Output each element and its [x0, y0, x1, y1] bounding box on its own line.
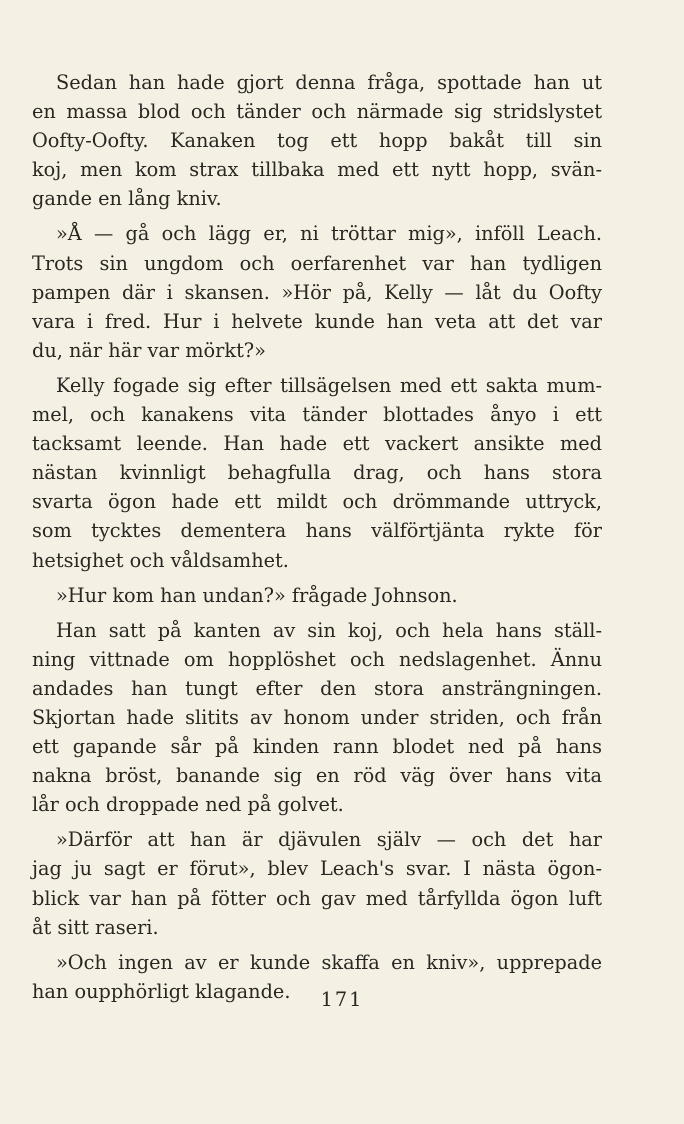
text-line: hetsighet och våldsamhet. [32, 548, 289, 572]
text-line: »Därför att han är djävulen själv — och det har [56, 828, 602, 852]
text-line: vara i fred. Hur i helvete kunde han veta att det var [32, 309, 602, 333]
text-line: »Och ingen av er kunde skaffa en kniv», upprepade [56, 950, 602, 974]
text-line: lår och droppade ned på golvet. [32, 793, 344, 817]
text-line: pampen där i skansen. »Hör på, Kelly — låt du Oofty [32, 280, 602, 304]
text-line: Oofty-Oofty. Kanaken tog ett hopp bakåt till sin [32, 129, 602, 153]
text-line: som tycktes dementera hans välförtjänta rykte för [32, 519, 602, 543]
text-line: du, när här var mörkt?» [32, 338, 266, 362]
text-line: jag ju sagt er förut», blev Leach's svar. I nästa ögon- [32, 857, 602, 881]
paragraph-5 [32, 616, 602, 820]
text-line: en massa blod och tänder och närmade sig stridslystet [32, 100, 602, 124]
text-line: nakna bröst, banande sig en röd väg över hans vita [32, 764, 602, 788]
text-line: blick var han på fötter och gav med tårfyllda ögon luft [32, 886, 602, 910]
text-line: gande en lång kniv. [32, 187, 222, 211]
text-line: ning vittnade om hopplöshet och nedslagenhet. Ännu [32, 647, 602, 671]
text-line: koj, men kom strax tillbaka med ett nytt hopp, svän- [32, 158, 602, 182]
page-body [32, 68, 602, 1006]
text-line: Kelly fogade sig efter tillsägelsen med ett sakta mum- [56, 373, 602, 397]
paragraph-4 [32, 581, 602, 610]
text-line: Trots sin ungdom och oerfarenhet var han tydligen [32, 251, 602, 275]
text-line: svarta ögon hade ett mildt och drömmande uttryck, [32, 490, 602, 514]
text-line: tacksamt leende. Han hade ett vackert ansikte med [32, 432, 602, 456]
paragraph-1 [32, 68, 602, 213]
text-line: Skjortan hade slitits av honom under striden, och från [32, 705, 602, 729]
text-line: mel, och kanakens vita tänder blottades ånyo i ett [32, 403, 602, 427]
paragraph-3 [32, 371, 602, 575]
text-line: åt sitt raseri. [32, 915, 159, 939]
paragraph-2 [32, 219, 602, 364]
text-line: ett gapande sår på kinden rann blodet ned på hans [32, 735, 602, 759]
page-number: 171 [320, 988, 364, 1011]
text-line: Han satt på kanten av sin koj, och hela hans ställ- [56, 618, 602, 642]
text-line: andades han tungt efter den stora ansträngningen. [32, 676, 602, 700]
text-line: nästan kvinnligt behagfulla drag, och hans stora [32, 461, 602, 485]
text-line: »Hur kom han undan?» frågade Johnson. [56, 583, 458, 607]
text-line: »Å — gå och lägg er, ni tröttar mig», inföll Leach. [56, 222, 602, 246]
text-line: han oupphörligt klagande. [32, 979, 291, 1003]
text-line: Sedan han hade gjort denna fråga, spottade han ut [56, 71, 602, 94]
paragraph-6 [32, 825, 602, 941]
